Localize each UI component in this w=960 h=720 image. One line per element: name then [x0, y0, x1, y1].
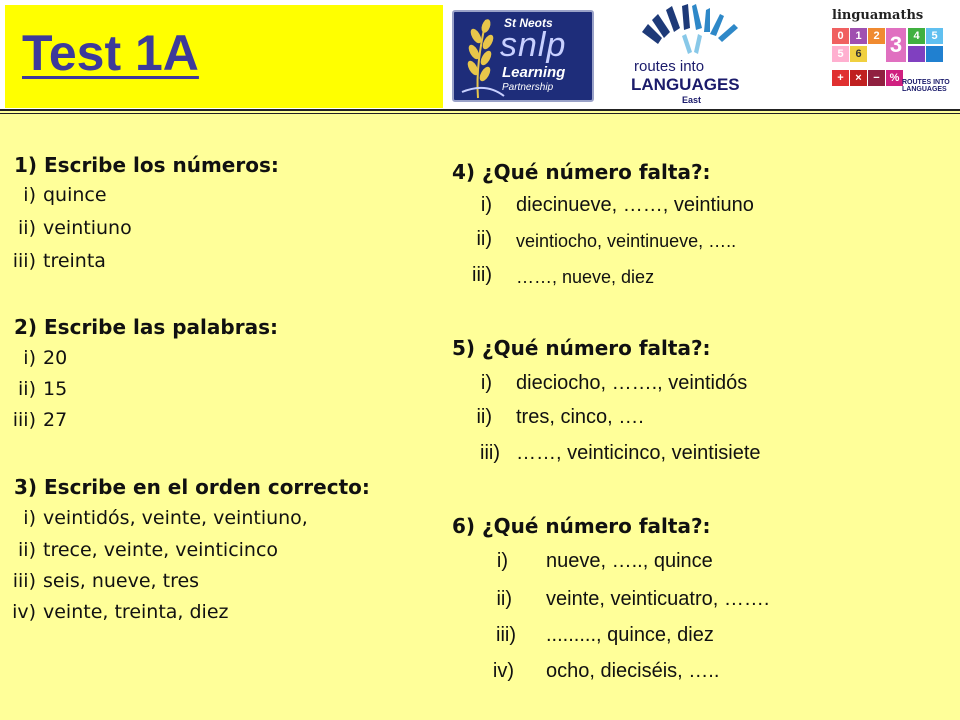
item-number: iii)	[472, 264, 492, 286]
routes-fan-icon	[628, 2, 756, 62]
item-text: ocho, dieciséis, …..	[546, 660, 720, 682]
item-number: ii)	[18, 378, 36, 400]
item-number: i)	[496, 550, 508, 572]
tile: 5	[832, 46, 849, 62]
item-text: nueve, ….., quince	[546, 550, 713, 572]
item-text: 27	[43, 409, 68, 431]
linguamaths-sub: ROUTES INTO LANGUAGES	[902, 79, 950, 93]
snlp-line1: St Neots	[504, 16, 553, 30]
section-heading: 6) ¿Qué número falta?:	[452, 514, 711, 538]
item-text: diecinueve, ……, veintiuno	[516, 194, 754, 216]
routes-line1: routes into	[634, 58, 705, 75]
list-item	[0, 250, 106, 272]
tile: −	[868, 70, 885, 86]
item-number: iv)	[12, 601, 36, 623]
list-item	[452, 624, 714, 647]
wheat-icon	[456, 12, 506, 100]
snlp-logo	[452, 10, 594, 102]
tile-blank	[908, 46, 925, 62]
item-number: iii)	[480, 442, 500, 464]
item-number: i)	[23, 347, 36, 369]
item-text: tres, cinco, ….	[516, 406, 644, 428]
tile: 2	[868, 28, 885, 44]
list-item	[452, 588, 770, 611]
tile: 1	[850, 28, 867, 44]
item-number: ii)	[496, 588, 512, 610]
tile: 0	[832, 28, 849, 44]
routes-line3: East	[682, 95, 702, 105]
item-text: veintiocho, veintinueve, …..	[516, 231, 737, 251]
item-text: veinte, treinta, diez	[43, 601, 229, 623]
item-number: i)	[480, 372, 492, 394]
tile: ×	[850, 70, 867, 86]
snlp-line4: Partnership	[502, 82, 554, 93]
item-text: 20	[43, 347, 68, 369]
list-item	[0, 507, 308, 529]
list-item	[0, 347, 68, 369]
list-item	[452, 228, 737, 251]
list-item	[452, 264, 655, 287]
header	[0, 0, 960, 110]
section-heading: 1) Escribe los números:	[14, 153, 279, 177]
tile: 4	[908, 28, 925, 44]
item-text: quince	[43, 184, 107, 206]
item-text: treinta	[43, 250, 106, 272]
section-heading: 2) Escribe las palabras:	[14, 315, 278, 339]
item-text: ……, nueve, diez	[516, 267, 655, 287]
list-item	[452, 194, 754, 217]
item-number: iii)	[12, 570, 36, 592]
list-item	[0, 601, 229, 623]
item-number: i)	[480, 194, 492, 216]
title-box	[5, 5, 443, 108]
list-item	[0, 570, 200, 592]
divider	[0, 109, 960, 111]
tile: 6	[850, 46, 867, 62]
list-item	[452, 372, 748, 395]
section-heading: 4) ¿Qué número falta?:	[452, 160, 711, 184]
tile: 3	[886, 28, 906, 62]
list-item	[0, 217, 132, 239]
snlp-line3: Learning	[502, 64, 566, 81]
item-number: i)	[23, 184, 36, 206]
snlp-line2: snlp	[500, 26, 567, 64]
list-item	[452, 442, 761, 465]
item-number: iii)	[12, 250, 36, 272]
item-text: ……, veinticinco, veintisiete	[516, 442, 761, 464]
list-item	[452, 550, 713, 573]
item-number: ii)	[18, 217, 36, 239]
item-text: seis, nueve, tres	[43, 570, 200, 592]
page-title: Test 1A	[22, 25, 199, 81]
linguamaths-name: linguamaths	[832, 8, 924, 23]
divider	[0, 113, 960, 114]
item-text: dieciocho, ……., veintidós	[516, 372, 748, 394]
list-item	[0, 539, 279, 561]
section-heading: 3) Escribe en el orden correcto:	[14, 475, 370, 499]
item-text: veintidós, veinte, veintiuno,	[43, 507, 308, 529]
item-number: iv)	[492, 660, 514, 682]
list-item	[452, 406, 644, 429]
list-item	[0, 378, 68, 400]
item-number: iii)	[496, 624, 516, 646]
routes-line2: LANGUAGES	[631, 75, 740, 94]
item-number: ii)	[476, 406, 492, 428]
tile-blank	[926, 46, 943, 62]
item-text: veinte, veinticuatro, …….	[546, 588, 770, 610]
item-number: iii)	[12, 409, 36, 431]
list-item	[0, 184, 107, 206]
item-text: 15	[43, 378, 68, 400]
routes-logo	[628, 2, 756, 108]
item-number: ii)	[18, 539, 36, 561]
list-item	[0, 409, 68, 431]
section-heading: 5) ¿Qué número falta?:	[452, 336, 711, 360]
linguamaths-logo	[806, 2, 960, 108]
tile: %	[886, 70, 903, 86]
tile: 5	[926, 28, 943, 44]
item-text: ........., quince, diez	[546, 624, 714, 646]
item-number: ii)	[476, 228, 492, 250]
tile: +	[832, 70, 849, 86]
item-text: trece, veinte, veinticinco	[43, 539, 279, 561]
item-text: veintiuno	[43, 217, 132, 239]
list-item	[452, 660, 720, 683]
item-number: i)	[23, 507, 36, 529]
